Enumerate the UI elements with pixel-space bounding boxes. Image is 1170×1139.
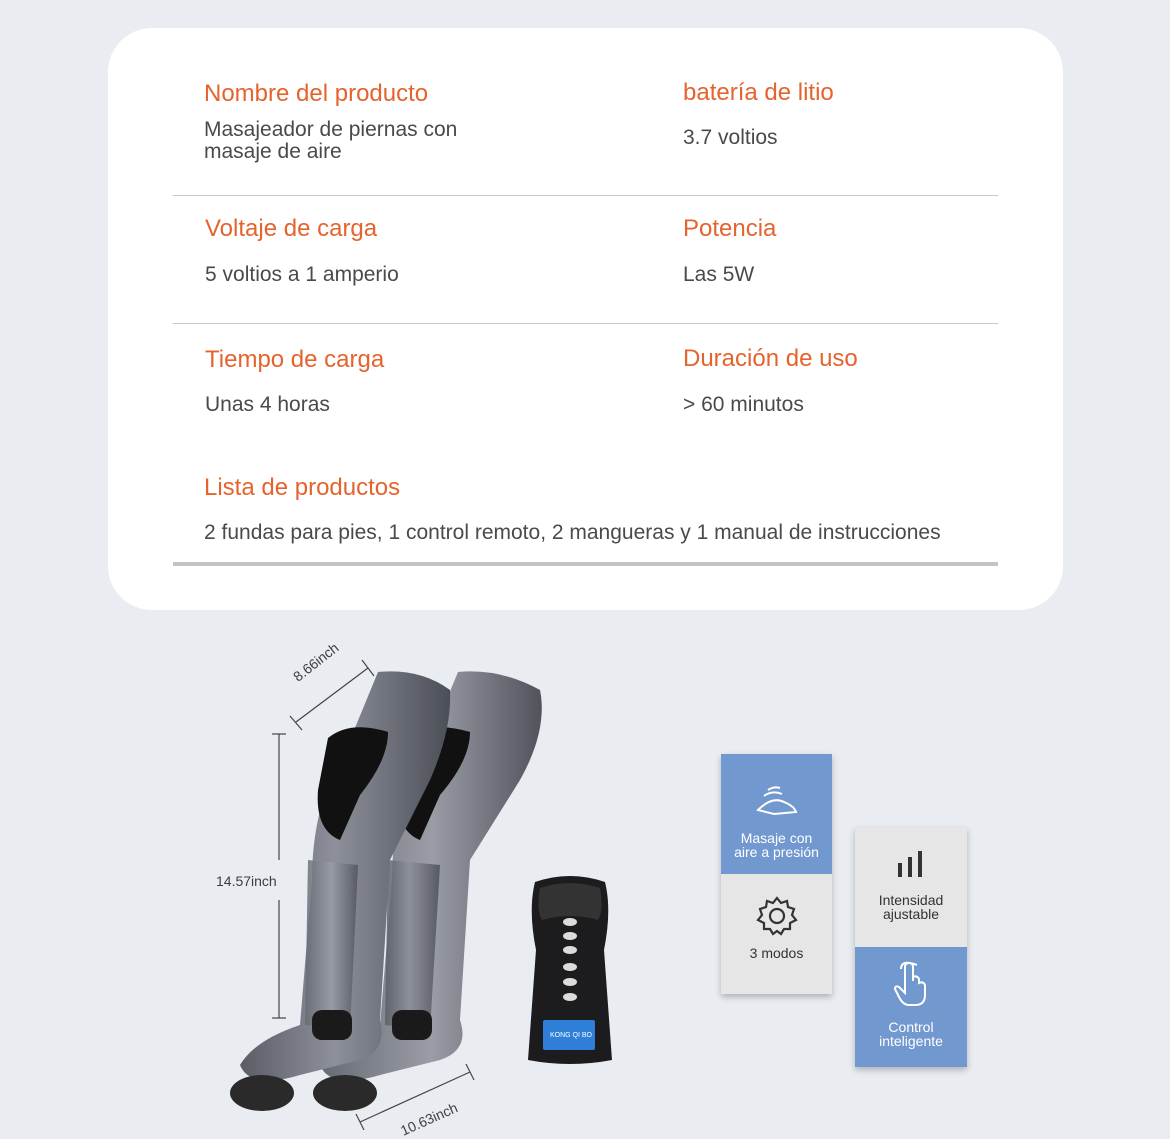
gear-icon [721,894,832,938]
dimension-height: 14.57inch [216,873,277,889]
spec-value: Unas 4 horas [205,393,330,416]
spec-value: > 60 minutos [683,393,804,416]
spec-charge-time [205,346,384,416]
dimension-width: 8.66inch [290,639,342,685]
signal-bars-icon [855,849,967,879]
divider [173,323,998,324]
spec-label: Lista de productos [204,474,401,501]
product-area [0,620,1170,1139]
spec-value: 2 fundas para pies, 1 control remoto, 2 mangueras y 1 manual de instrucciones [204,521,941,544]
spec-value: 3.7 voltios [683,126,778,149]
divider [173,562,998,566]
divider [173,195,998,196]
dimension-length: 10.63inch [398,1099,460,1139]
spec-power [683,215,776,286]
spec-label: Voltaje de carga [205,215,378,242]
spec-card [108,28,1063,610]
spec-value: Masajeador de piernas con masaje de aire [204,118,458,163]
spec-label: Tiempo de carga [205,346,385,373]
spec-value: Las 5W [683,263,755,286]
feature-smart-control [855,947,967,1067]
feature-intensity [855,827,967,947]
feature-label: Control inteligente [879,1019,943,1049]
spec-label: Potencia [683,215,777,242]
feature-label: Intensidad ajustable [878,892,944,922]
feature-modes [721,874,832,994]
spec-product-name [204,80,457,163]
remote-brand: KONG QI BO [549,1032,592,1039]
feature-label: 3 modos [749,945,804,961]
touch-hand-icon [855,961,967,1007]
spec-usage-duration [683,345,858,416]
feature-card-right [855,827,967,1067]
spec-value: 5 voltios a 1 amperio [205,263,399,286]
spec-battery [683,79,834,149]
spec-charge-voltage [205,215,399,286]
feature-card-left [721,754,832,994]
spec-label: batería de litio [683,79,834,106]
spec-label: Nombre del producto [204,80,429,107]
spec-product-list [204,474,941,544]
spec-label: Duración de uso [683,345,858,372]
leg-massager-illustration [0,620,640,1139]
feature-air-pressure [721,754,832,874]
air-massage-icon [721,786,832,818]
feature-label: Masaje con aire a presión [734,830,819,860]
